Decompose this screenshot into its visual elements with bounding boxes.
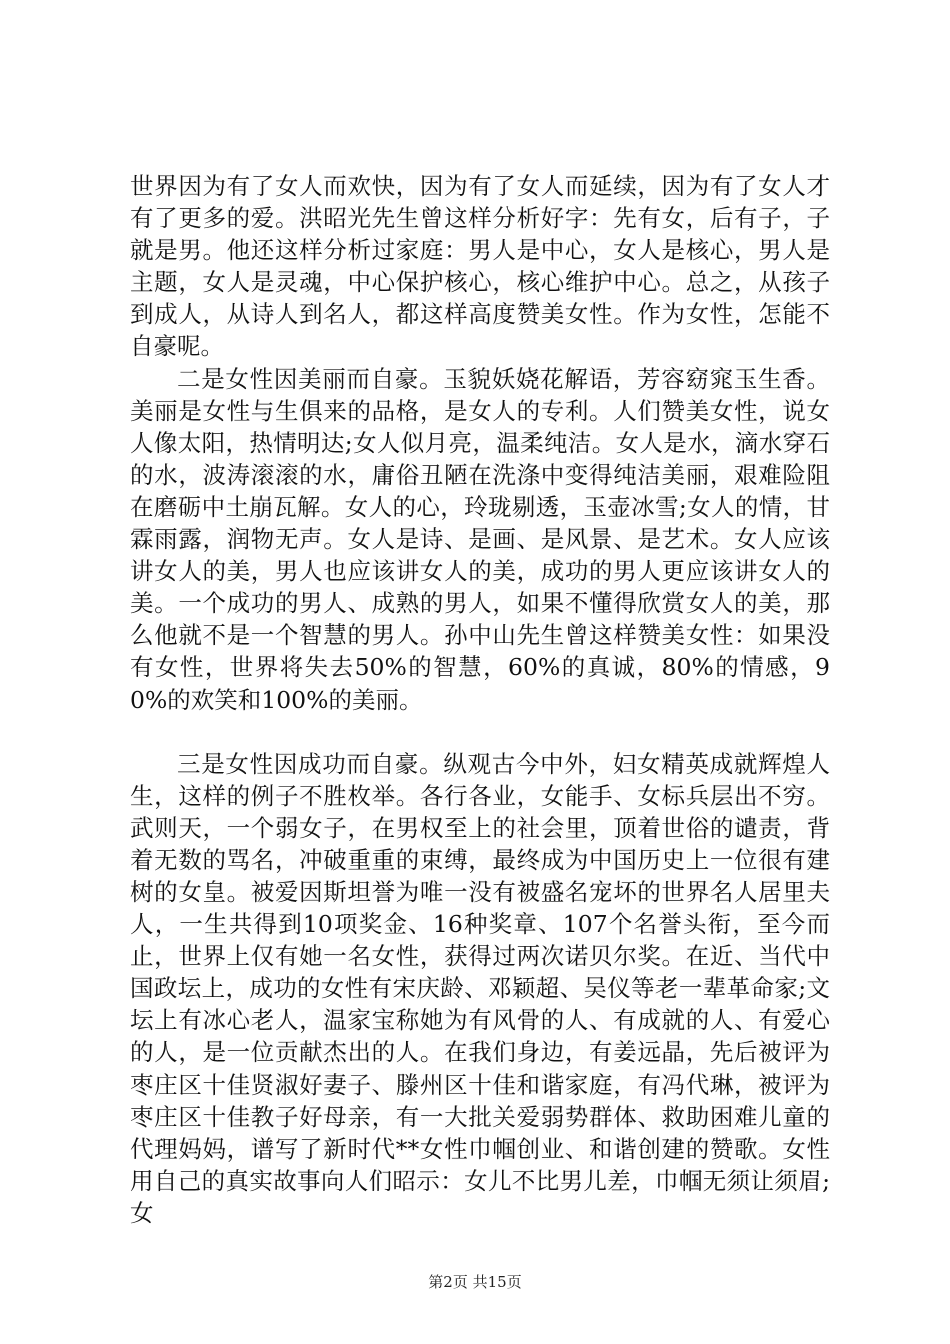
document-body — [130, 170, 830, 1229]
paragraph-spacer — [130, 716, 830, 748]
paragraph-intro: 世界因为有了女人而欢快，因为有了女人而延续，因为有了女人才有了更多的爱。洪昭光先生曾这样分析好字：先有女，后有子，子就是男。他还这样分析过家庭：男人是中心，女人是核心，男人是主题，女人是灵魂，中心保护核心，核心维护中心。总之，从孩子到成人，从诗人到名人，都这样高度赞美女性。作为女性，怎能不自豪呢。 — [130, 172, 830, 361]
paragraph-success: 三是女性因成功而自豪。纵观古今中外，妇女精英成就辉煌人生，这样的例子不胜枚举。各行各业，女能手、女标兵层出不穷。武则天，一个弱女子，在男权至上的社会里，顶着世俗的谴责，背着无数的骂名，冲破重重的束缚，最终成为中国历史上一位很有建树的女皇。被爱因斯坦誉为唯一没有被盛名宠坏的世界名人居里夫人，一生共得到10项奖金、16种奖章、107个名誉头衔，至今而止，世界上仅有她一名女性，获得过两次诺贝尔奖。在近、当代中国政坛上，成功的女性有宋庆龄、邓颖超、吴仪等老一辈革命家;文坛上有冰心老人，温家宝称她为有风骨的人、有成就的人、有爱心的人，是一位贡献杰出的人。在我们身边，有姜远晶，先后被评为枣庄区十佳贤淑好妻子、滕州区十佳和谐家庭，有冯代琳，被评为枣庄区十佳教子好母亲，有一大批关爱弱势群体、救助困难儿童的代理妈妈，谱写了新时代**女性巾帼创业、和谐创建的赞歌。女性用自己的真实故事向人们昭示：女儿不比男儿差，巾帼无须让须眉;女 — [130, 749, 830, 1227]
paragraph-beauty: 二是女性因美丽而自豪。玉貌妖娆花解语，芳容窈窕玉生香。美丽是女性与生俱来的品格，是女人的专利。人们赞美女性，说女人像太阳，热情明达;女人似月亮，温柔纯洁。女人是水，滴水穿石的水，波涛滚滚的水，庸俗丑陋在洗涤中变得纯洁美丽，艰难险阻在磨砺中土崩瓦解。女人的心，玲珑剔透，玉壶冰雪;女人的情，甘霖雨露，润物无声。女人是诗、是画、是风景、是艺术。女人应该讲女人的美，男人也应该讲女人的美，成功的男人更应该讲女人的美。一个成功的男人、成熟的男人，如果不懂得欣赏女人的美，那么他就不是一个智慧的男人。孙中山先生曾这样赞美女性：如果没有女性，世界将失去50%的智慧，60%的真诚，80%的情感，90%的欢笑和100%的美丽。 — [130, 364, 830, 714]
page-number-footer: 第2页 共15页 — [428, 1273, 522, 1291]
